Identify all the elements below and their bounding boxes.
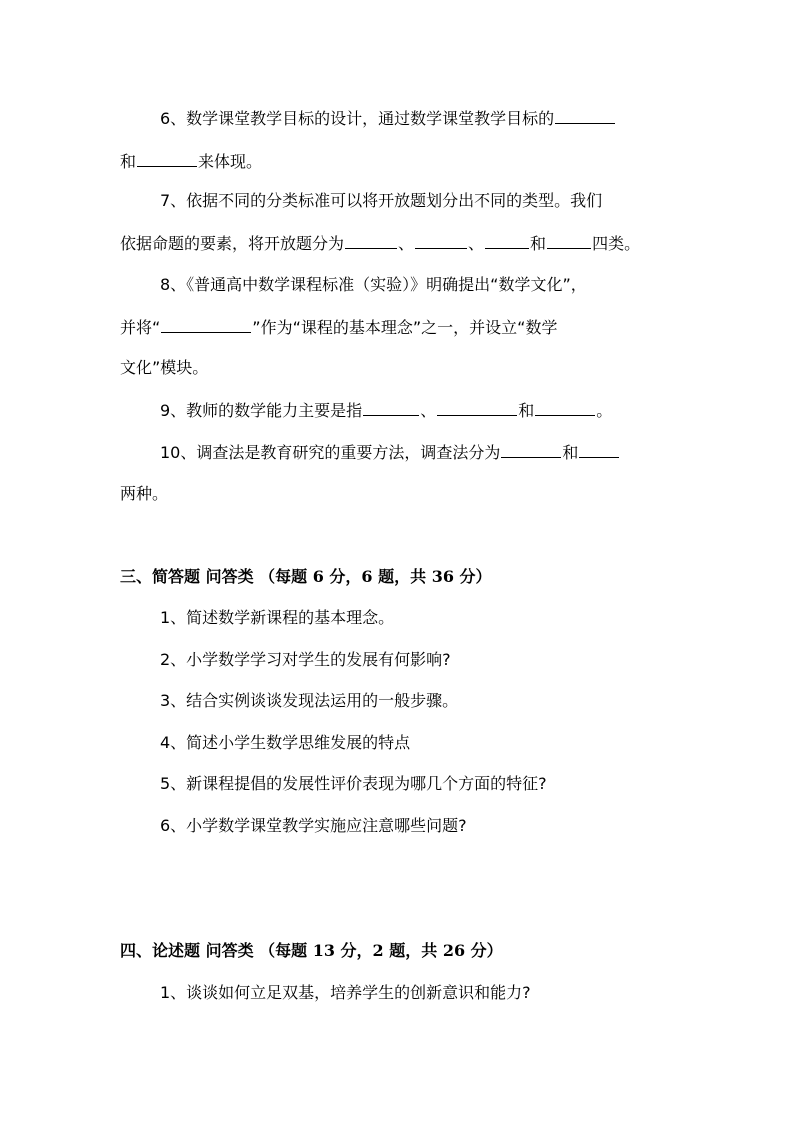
question-8-text: 文化”模块。 xyxy=(120,358,209,377)
answer-blank[interactable] xyxy=(547,232,591,249)
answer-blank[interactable] xyxy=(535,399,595,416)
question-8-text: 并将“ xyxy=(120,318,161,337)
question-8-text: ”作为“课程的基本理念”之一，并设立“数学 xyxy=(252,318,558,337)
separator: 和 xyxy=(562,443,579,462)
question-9-line-1 xyxy=(160,399,612,421)
question-7-text: 依据命题的要素，将开放题分为 xyxy=(120,234,345,253)
question-9-text: 9、教师的数学能力主要是指 xyxy=(160,401,363,420)
answer-blank[interactable] xyxy=(501,441,561,458)
question-6-text: 和 xyxy=(120,152,137,171)
answer-blank[interactable] xyxy=(415,232,467,249)
question-10-text: 两种。 xyxy=(120,484,169,503)
question-7-text: 四类。 xyxy=(592,234,641,253)
section-3-question: 5、新课程提倡的发展性评价表现为哪几个方面的特征? xyxy=(160,774,547,793)
question-10-text: 10、调查法是教育研究的重要方法，调查法分为 xyxy=(160,443,501,462)
separator: 。 xyxy=(596,401,613,420)
separator: 和 xyxy=(530,234,547,253)
question-6-line-2 xyxy=(120,150,262,172)
section-3-question: 4、简述小学生数学思维发展的特点 xyxy=(160,733,411,752)
question-8-line-1 xyxy=(160,274,587,296)
answer-blank[interactable] xyxy=(137,150,197,167)
separator: 、 xyxy=(398,234,415,253)
section-4-question: 1、谈谈如何立足双基，培养学生的创新意识和能力? xyxy=(160,983,531,1002)
section-3-question: 6、小学数学课堂教学实施应注意哪些问题? xyxy=(160,816,467,835)
section-4-heading: 四、论述题 问答类 （每题 13 分，2 题，共 26 分） xyxy=(120,941,503,960)
question-10-line-1 xyxy=(160,441,620,463)
separator: 、 xyxy=(468,234,485,253)
section-3-question: 1、简述数学新课程的基本理念。 xyxy=(160,608,395,627)
section-3-question: 3、结合实例谈谈发现法运用的一般步骤。 xyxy=(160,691,459,710)
answer-blank[interactable] xyxy=(579,441,619,458)
question-6-text: 6、数学课堂教学目标的设计，通过数学课堂教学目标的 xyxy=(160,109,555,128)
section-3-question: 2、小学数学学习对学生的发展有何影响? xyxy=(160,650,451,669)
section-3-heading: 三、简答题 问答类 （每题 6 分，6 题，共 36 分） xyxy=(120,567,492,586)
answer-blank[interactable] xyxy=(555,107,615,124)
question-10-line-2 xyxy=(120,483,168,505)
question-8-line-2 xyxy=(120,316,557,338)
question-7-line-1 xyxy=(160,190,602,212)
question-6-text: 来体现。 xyxy=(198,152,263,171)
question-8-line-3 xyxy=(120,357,208,379)
separator: 、 xyxy=(420,401,437,420)
answer-blank[interactable] xyxy=(345,232,397,249)
question-6-line-1 xyxy=(160,107,616,129)
answer-blank[interactable] xyxy=(485,232,529,249)
separator: 和 xyxy=(518,401,535,420)
question-7-line-2 xyxy=(120,232,640,254)
answer-blank[interactable] xyxy=(161,316,251,333)
question-8-text: 8、《普通高中数学课程标准（实验）》明确提出“数学文化”， xyxy=(160,275,587,294)
answer-blank[interactable] xyxy=(363,399,419,416)
question-7-text: 7、依据不同的分类标准可以将开放题划分出不同的类型。我们 xyxy=(160,191,603,210)
answer-blank[interactable] xyxy=(437,399,517,416)
